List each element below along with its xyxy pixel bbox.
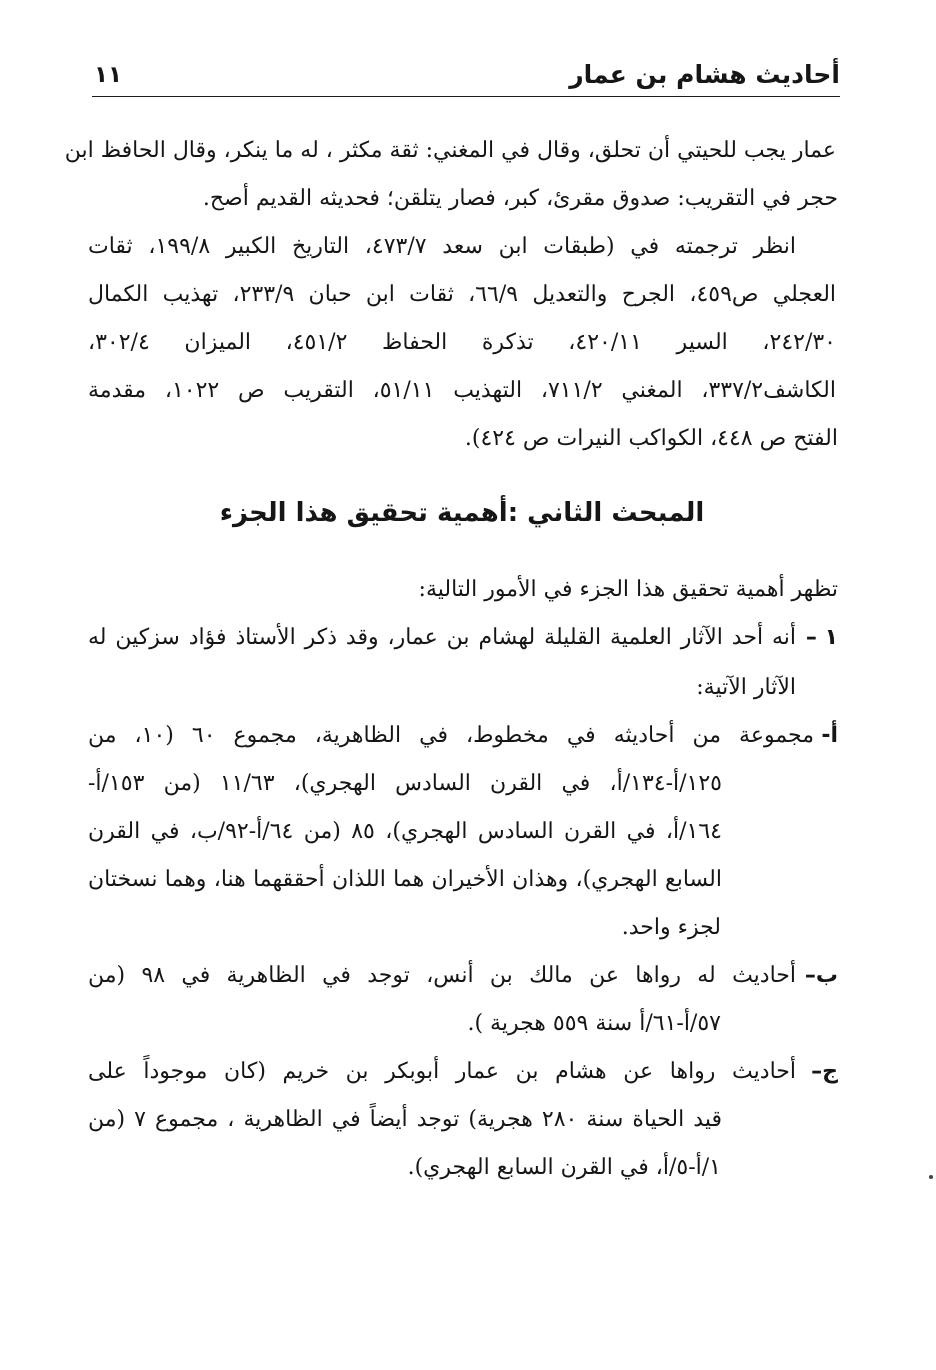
scan-speck (929, 1175, 933, 1179)
running-title: أحاديث هشام بن عمار (569, 60, 840, 89)
paragraph-1-line-1: عمار يجب للحيتي أن تحلق، وقال في المغني: ثقة مكثر ، له ما ينكر، وقال الحافظ ابن (64, 138, 836, 163)
point-1-marker: ١ – (805, 625, 838, 650)
item-b-marker: ب– (804, 963, 838, 988)
point-1-line-1: أنه أحد الآثار العلمية القليلة لهشام بن عمار، وقد ذكر الأستاذ فؤاد سزكين له (88, 625, 796, 650)
item-a-line-1: مجموعة من أحاديثه في مخطوط، في الظاهرية، مجموع ٦٠ (١٠، من (88, 723, 815, 748)
page-header (92, 56, 840, 97)
paragraph-1-line-2: حجر في التقريب: صدوق مقرئ، كبر، فصار يتلقن؛ فحديثه القديم أصح. (202, 186, 838, 211)
item-a-line-3: ١٦٤/أ، في القرن السادس الهجري)، ٨٥ (من ٦٤/أ-٩٢/ب، في القرن (88, 819, 722, 844)
page-number: ١١ (94, 62, 123, 88)
item-c-line-1: أحاديث رواها عن هشام بن عمار أبوبكر بن خريم (كان موجوداً على (88, 1059, 796, 1084)
paragraph-2-line-2: العجلي ص٤٥٩، الجرح والتعديل ٦٦/٩، ثقات ابن حبان ٢٣٣/٩، تهذيب الكمال (88, 282, 837, 307)
item-a-marker: أ- (821, 723, 838, 748)
item-a-line-5: لجزء واحد. (621, 915, 721, 940)
item-a-line-2: ١٢٥/أ-١٣٤/أ، في القرن السادس الهجري)، ١١/٦٣ (من ١٥٣/أ- (88, 771, 722, 796)
intro-line: تظهر أهمية تحقيق هذا الجزء في الأمور التالية: (418, 577, 838, 602)
paragraph-2-line-4: الكاشف٣٣٧/٢، المغني ٧١١/٢، التهذيب ٥١/١١، التقريب ص ١٠٢٢، مقدمة (88, 378, 836, 403)
item-c-marker: ج– (811, 1059, 838, 1084)
paragraph-2-line-5: الفتح ص ٤٤٨، الكواكب النيرات ص ٤٢٤). (464, 426, 838, 451)
item-b-line-2: ٥٧/أ-٦١/أ سنة ٥٥٩ هجرية ). (467, 1011, 721, 1036)
paragraph-2-line-1: انظر ترجمته في (طبقات ابن سعد ٤٧٣/٧، التاريخ الكبير ١٩٩/٨، ثقات (88, 234, 796, 259)
item-c-line-2: قيد الحياة سنة ٢٨٠ هجرية) توجد أيضاً في الظاهرية ، مجموع ٧ (من (88, 1107, 722, 1132)
item-b-line-1: أحاديث له رواها عن مالك بن أنس، توجد في الظاهرية في ٩٨ (من (88, 963, 797, 988)
section-heading: المبحث الثاني :أهمية تحقيق هذا الجزء (219, 498, 705, 528)
paragraph-2-line-3: ٢٤٢/٣٠، السير ٤٢٠/١١، تذكرة الحفاظ ٤٥١/٢، الميزان ٣٠٢/٤، (88, 330, 836, 355)
point-1-line-2: الآثار الآتية: (696, 675, 796, 700)
item-c-line-3: ١/أ-٥/أ، في القرن السابع الهجري). (407, 1155, 721, 1180)
item-a-line-4: السابع الهجري)، وهذان الأخيران هما اللذان أحققهما هنا، وهما نسختان (88, 867, 722, 892)
